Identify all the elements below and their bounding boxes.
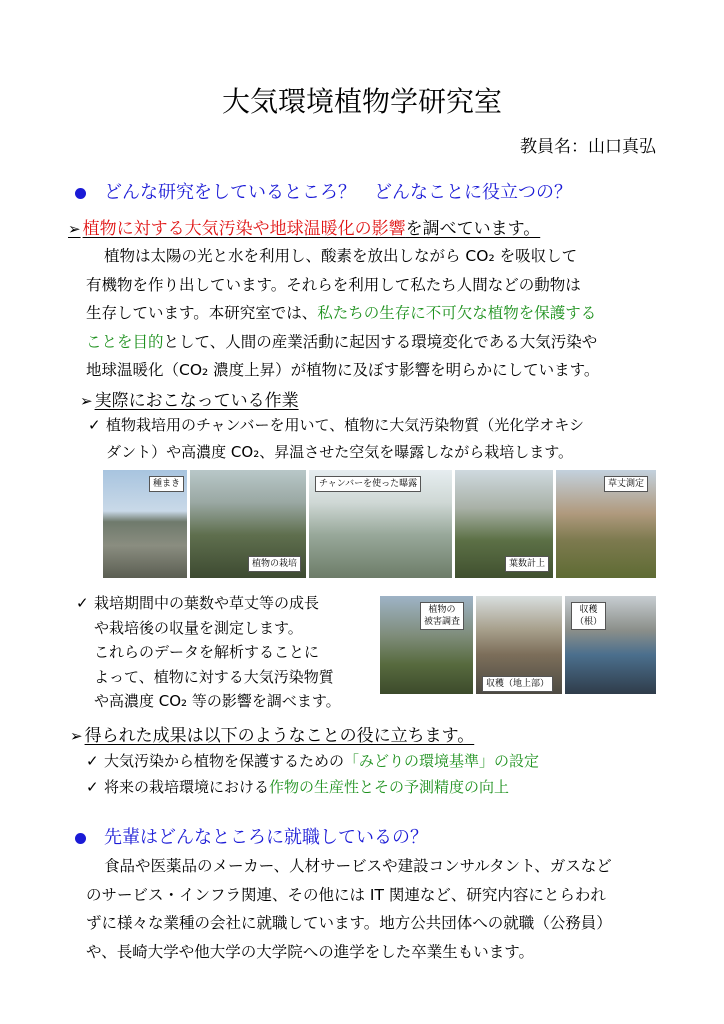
- page-title: 大気環境植物学研究室: [221, 85, 502, 118]
- arrow-icon: ➢: [80, 392, 93, 410]
- question-text: 先輩はどんなところに就職しているの？: [104, 827, 428, 848]
- check-icon: ✓: [86, 752, 99, 770]
- para-text: として、人間の産業活動に起因する環境変化である大気汚染や: [163, 332, 598, 351]
- photo-harvest-above: [476, 596, 562, 694]
- section-heading-text: 実際におこなっている作業: [94, 391, 299, 411]
- question-text: どんな研究をしているところ？ どんなことに役立つの？: [104, 182, 572, 203]
- para-line: 地球温暖化（CO₂ 濃度上昇）が植物に及ぼす影響を明らかにしています。: [86, 361, 600, 379]
- para-line: ずに様々な業種の会社に就職しています。地方公共団体への就職（公務員）: [86, 914, 612, 932]
- photo-caption: チャンバーを使った曝露: [315, 476, 421, 492]
- bullet-icon: [75, 833, 86, 844]
- para-line: [86, 328, 676, 357]
- result-item: [86, 774, 539, 800]
- photo-cultivation: [190, 470, 306, 578]
- section-heading-results: [70, 721, 474, 746]
- photo-damage-survey: [380, 596, 473, 694]
- work-line: これらのデータを解析することに: [94, 643, 320, 661]
- section-heading-impact: [68, 214, 540, 239]
- work-line: [76, 591, 341, 616]
- work-line: や栽培後の収量を測定します。: [94, 618, 303, 637]
- result-highlight: 作物の生産性とその予測精度の向上: [269, 778, 510, 796]
- work-text: 植物栽培用のチャンバーを用いて、植物に大気汚染物質（光化学オキシ: [106, 416, 585, 434]
- result-text: 将来の栽培環境における: [104, 778, 270, 796]
- para-line: 食品や医薬品のメーカー、人材サービスや建設コンサルタント、ガスなど: [104, 857, 612, 875]
- photo-chamber: [309, 470, 452, 578]
- result-text: 大気汚染から植物を保護するための: [104, 752, 345, 770]
- photo-caption: 草丈測定: [604, 476, 648, 492]
- photo-leaf-count: [455, 470, 553, 578]
- intro-paragraph: [86, 242, 676, 385]
- caption-line: 被害調査: [424, 617, 461, 627]
- photo-sowing: [103, 470, 187, 578]
- work-description-chamber: [88, 412, 584, 466]
- result-item: [86, 748, 539, 774]
- photo-caption: 種まき: [149, 476, 184, 492]
- heading-red-text: 植物に対する大気汚染や地球温暖化の影響: [82, 219, 406, 239]
- question-heading-careers: [75, 823, 428, 849]
- arrow-icon: ➢: [70, 727, 83, 745]
- photo-caption: [420, 602, 464, 630]
- para-line: 有機物を作り出しています。それらを利用して私たち人間などの動物は: [86, 275, 581, 294]
- para-highlight: 私たちの生存に不可欠な植物を保護する: [317, 304, 597, 322]
- para-line: [86, 299, 676, 328]
- photo-harvest-root: [565, 596, 656, 694]
- results-list: [86, 748, 539, 800]
- check-icon: ✓: [88, 416, 101, 434]
- caption-line: 収穫: [579, 605, 598, 615]
- work-line: よって、植物に対する大気汚染物質: [94, 667, 334, 686]
- author-name: 教員名：山口真弘: [520, 137, 656, 157]
- work-line: ダント）や高濃度 CO₂、昇温させた空気を曝露しながら栽培します。: [106, 443, 574, 461]
- para-highlight: ことを目的: [86, 332, 164, 351]
- para-line: 植物は太陽の光と水を利用し、酸素を放出しながら CO₂ を吸収して: [104, 247, 578, 265]
- work-text: 栽培期間中の葉数や草丈等の成長: [94, 594, 320, 612]
- section-heading-work: [80, 386, 299, 411]
- photo-caption: 植物の栽培: [248, 556, 301, 572]
- check-icon: ✓: [76, 594, 89, 612]
- para-line: のサービス・インフラ関連、その他には IT 関連など、研究内容にとらわれ: [86, 885, 606, 904]
- work-description-measure: [76, 591, 341, 714]
- photo-caption: 収穫（地上部）: [482, 676, 553, 692]
- photo-caption: 葉数計上: [505, 556, 549, 572]
- arrow-icon: ➢: [68, 220, 81, 238]
- bullet-icon: [75, 188, 86, 199]
- caption-line: （根）: [575, 617, 603, 627]
- question-heading-research: [75, 178, 572, 204]
- heading-rest-text: を調べています。: [405, 219, 541, 239]
- photo-caption: [571, 602, 606, 630]
- caption-line: 植物の: [428, 605, 456, 615]
- check-icon: ✓: [86, 778, 99, 796]
- work-line: [88, 412, 584, 439]
- result-highlight: 「みどりの環境基準」の設定: [344, 752, 540, 770]
- photo-height-measure: [556, 470, 656, 578]
- section-heading-text: 得られた成果は以下のようなことの役に立ちます。: [84, 726, 475, 746]
- para-text: 生存しています。本研究室では、: [86, 304, 318, 322]
- careers-paragraph: [86, 852, 676, 966]
- para-line: や、長崎大学や他大学の大学院への進学をした卒業生もいます。: [86, 942, 534, 961]
- work-line: や高濃度 CO₂ 等の影響を調べます。: [94, 692, 341, 710]
